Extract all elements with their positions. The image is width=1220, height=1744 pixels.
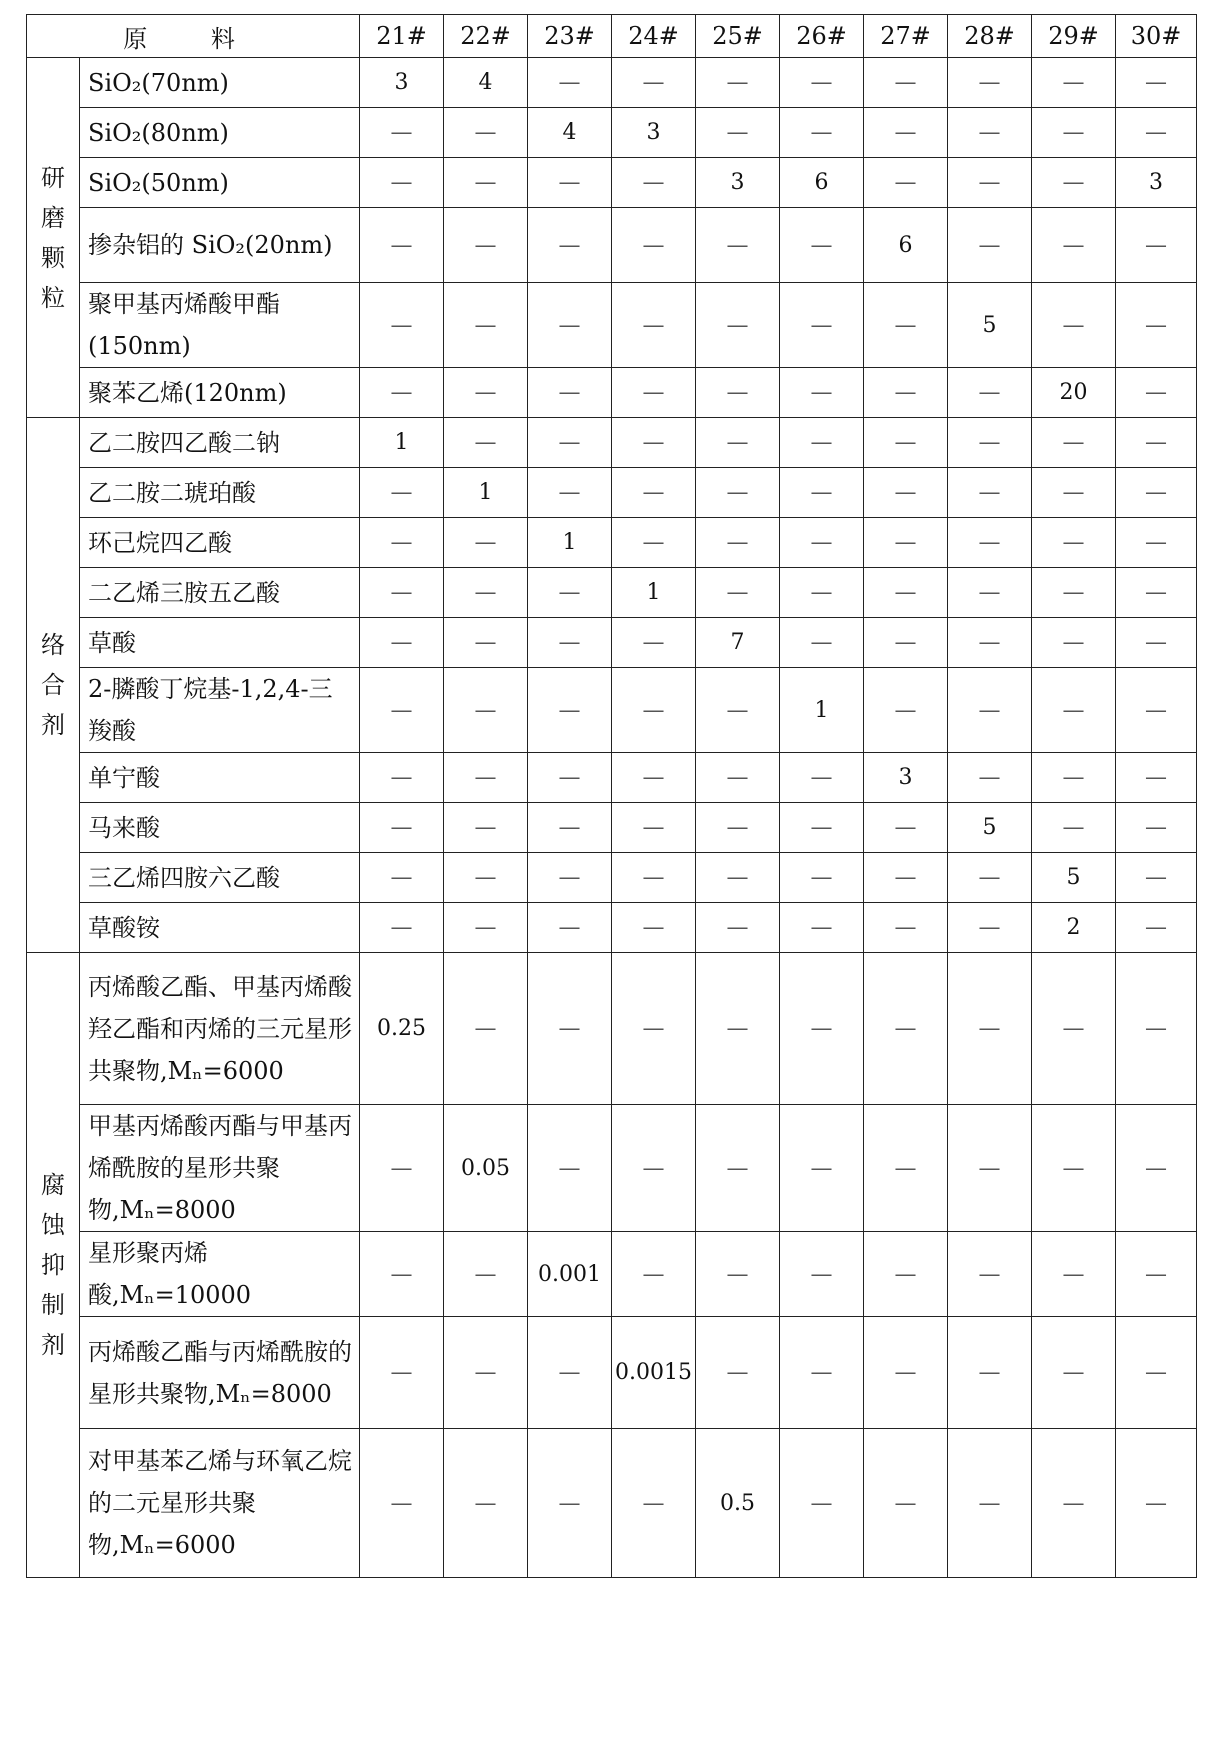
value-cell: — (360, 568, 444, 618)
value-cell: — (528, 1105, 612, 1232)
value-cell: — (1116, 283, 1197, 368)
value-cell: — (864, 668, 948, 753)
table-row (27, 903, 1197, 953)
value-cell: 0.0015 (612, 1317, 696, 1429)
table-row (27, 468, 1197, 518)
value-cell: — (612, 418, 696, 468)
table-row (27, 803, 1197, 853)
value-cell: — (780, 903, 864, 953)
value-cell: — (696, 1232, 780, 1317)
value-cell: — (780, 1317, 864, 1429)
table-row (27, 618, 1197, 668)
value-cell: — (864, 953, 948, 1105)
value-cell: — (1116, 108, 1197, 158)
value-cell: — (360, 1429, 444, 1578)
value-cell: — (948, 1232, 1032, 1317)
value-cell: — (1116, 1317, 1197, 1429)
value-cell: — (780, 1105, 864, 1232)
value-cell: — (696, 58, 780, 108)
table-row (27, 368, 1197, 418)
value-cell: — (864, 368, 948, 418)
value-cell: — (612, 668, 696, 753)
value-cell: — (1032, 468, 1116, 518)
value-cell: — (780, 803, 864, 853)
value-cell: — (612, 368, 696, 418)
value-cell: — (360, 618, 444, 668)
value-cell: 5 (948, 803, 1032, 853)
value-cell: — (864, 58, 948, 108)
table-row (27, 518, 1197, 568)
material-name: 丙烯酸乙酯与丙烯酰胺的星形共聚物,Mₙ=8000 (80, 1317, 360, 1429)
value-cell: — (864, 1429, 948, 1578)
value-cell: — (360, 668, 444, 753)
value-cell: — (864, 803, 948, 853)
value-cell: — (864, 418, 948, 468)
value-cell: — (864, 618, 948, 668)
table-row (27, 668, 1197, 753)
value-cell: — (1032, 1429, 1116, 1578)
value-cell: — (360, 108, 444, 158)
table-row (27, 1429, 1197, 1578)
value-cell: 5 (1032, 853, 1116, 903)
value-cell: — (864, 158, 948, 208)
value-cell: — (948, 208, 1032, 283)
value-cell: 6 (780, 158, 864, 208)
value-cell: — (696, 1317, 780, 1429)
value-cell: 6 (864, 208, 948, 283)
value-cell: — (612, 803, 696, 853)
value-cell: — (612, 518, 696, 568)
value-cell: 3 (1116, 158, 1197, 208)
value-cell: — (780, 1232, 864, 1317)
value-cell: — (864, 853, 948, 903)
value-cell: — (696, 668, 780, 753)
value-cell: — (948, 853, 1032, 903)
value-cell: — (528, 953, 612, 1105)
value-cell: — (612, 1429, 696, 1578)
value-cell: — (1032, 208, 1116, 283)
value-cell: — (780, 518, 864, 568)
table-row (27, 1232, 1197, 1317)
table-row (27, 108, 1197, 158)
value-cell: — (444, 283, 528, 368)
material-name: 聚甲基丙烯酸甲酯(150nm) (80, 283, 360, 368)
value-cell: — (948, 953, 1032, 1105)
value-cell: — (360, 903, 444, 953)
value-cell: 3 (696, 158, 780, 208)
value-cell: — (360, 368, 444, 418)
value-cell: — (444, 618, 528, 668)
value-cell: 4 (444, 58, 528, 108)
header-sample-7: 27# (864, 15, 948, 58)
value-cell: — (1032, 1317, 1116, 1429)
value-cell: — (864, 903, 948, 953)
value-cell: — (360, 853, 444, 903)
value-cell: — (696, 108, 780, 158)
material-name: 草酸铵 (80, 903, 360, 953)
header-sample-1: 21# (360, 15, 444, 58)
value-cell: — (1116, 753, 1197, 803)
value-cell: — (444, 903, 528, 953)
value-cell: — (1032, 108, 1116, 158)
value-cell: — (696, 418, 780, 468)
value-cell: — (1116, 518, 1197, 568)
value-cell: 3 (360, 58, 444, 108)
value-cell: — (780, 468, 864, 518)
value-cell: — (948, 618, 1032, 668)
material-name: SiO₂(80nm) (80, 108, 360, 158)
value-cell: 1 (528, 518, 612, 568)
group-label-inhibitor: 腐 蚀 抑 制 剂 (27, 953, 80, 1578)
material-name: 甲基丙烯酸丙酯与甲基丙烯酰胺的星形共聚物,Mₙ=8000 (80, 1105, 360, 1232)
value-cell: — (360, 1105, 444, 1232)
value-cell: — (612, 208, 696, 283)
value-cell: 3 (864, 753, 948, 803)
value-cell: — (1116, 668, 1197, 753)
value-cell: 0.001 (528, 1232, 612, 1317)
value-cell: — (1116, 1105, 1197, 1232)
value-cell: — (444, 1232, 528, 1317)
value-cell: — (1116, 568, 1197, 618)
value-cell: — (444, 753, 528, 803)
value-cell: — (696, 1105, 780, 1232)
value-cell: — (696, 953, 780, 1105)
value-cell: — (1032, 803, 1116, 853)
value-cell: 1 (612, 568, 696, 618)
value-cell: — (1032, 1232, 1116, 1317)
value-cell: — (360, 753, 444, 803)
value-cell: — (1032, 58, 1116, 108)
value-cell: — (612, 853, 696, 903)
value-cell: — (612, 903, 696, 953)
value-cell: 0.5 (696, 1429, 780, 1578)
material-name: 乙二胺四乙酸二钠 (80, 418, 360, 468)
value-cell: 3 (612, 108, 696, 158)
value-cell: — (1032, 753, 1116, 803)
value-cell: — (864, 568, 948, 618)
value-cell: — (1032, 668, 1116, 753)
value-cell: — (864, 518, 948, 568)
value-cell: — (528, 853, 612, 903)
table-row (27, 418, 1197, 468)
material-name: 单宁酸 (80, 753, 360, 803)
value-cell: — (696, 518, 780, 568)
material-name: 马来酸 (80, 803, 360, 853)
material-name: 三乙烯四胺六乙酸 (80, 853, 360, 903)
value-cell: — (948, 1105, 1032, 1232)
value-cell: 1 (444, 468, 528, 518)
value-cell: — (696, 283, 780, 368)
value-cell: — (864, 108, 948, 158)
value-cell: — (360, 518, 444, 568)
value-cell: — (612, 58, 696, 108)
value-cell: — (948, 568, 1032, 618)
value-cell: — (612, 618, 696, 668)
table-row (27, 208, 1197, 283)
value-cell: — (948, 753, 1032, 803)
value-cell: — (948, 903, 1032, 953)
value-cell: 5 (948, 283, 1032, 368)
header-sample-6: 26# (780, 15, 864, 58)
value-cell: — (1032, 418, 1116, 468)
value-cell: — (780, 283, 864, 368)
value-cell: — (1116, 1232, 1197, 1317)
value-cell: — (780, 568, 864, 618)
value-cell: — (528, 668, 612, 753)
formulation-table (26, 14, 1197, 1578)
value-cell: — (444, 208, 528, 283)
value-cell: — (528, 283, 612, 368)
table-row (27, 58, 1197, 108)
value-cell: — (780, 853, 864, 903)
value-cell: 7 (696, 618, 780, 668)
value-cell: 0.25 (360, 953, 444, 1105)
material-name: 对甲基苯乙烯与环氧乙烷的二元星形共聚物,Mₙ=6000 (80, 1429, 360, 1578)
value-cell: — (444, 853, 528, 903)
value-cell: — (444, 518, 528, 568)
value-cell: — (780, 418, 864, 468)
value-cell: — (780, 368, 864, 418)
table-row (27, 283, 1197, 368)
value-cell: — (360, 1317, 444, 1429)
value-cell: — (864, 283, 948, 368)
value-cell: — (1116, 368, 1197, 418)
value-cell: — (696, 753, 780, 803)
material-name: 掺杂铝的 SiO₂(20nm) (80, 208, 360, 283)
material-name: 丙烯酸乙酯、甲基丙烯酸羟乙酯和丙烯的三元星形共聚物,Mₙ=6000 (80, 953, 360, 1105)
value-cell: — (612, 1105, 696, 1232)
value-cell: — (864, 1317, 948, 1429)
value-cell: — (1032, 518, 1116, 568)
value-cell: — (444, 1317, 528, 1429)
value-cell: — (696, 368, 780, 418)
material-name: 二乙烯三胺五乙酸 (80, 568, 360, 618)
value-cell: — (948, 518, 1032, 568)
material-name: 环己烷四乙酸 (80, 518, 360, 568)
value-cell: — (528, 368, 612, 418)
value-cell: 0.05 (444, 1105, 528, 1232)
value-cell: — (528, 1317, 612, 1429)
value-cell: — (1116, 903, 1197, 953)
material-name: 2-膦酸丁烷基-1,2,4-三羧酸 (80, 668, 360, 753)
value-cell: — (780, 58, 864, 108)
value-cell: — (1032, 953, 1116, 1105)
value-cell: — (528, 568, 612, 618)
value-cell: — (780, 208, 864, 283)
group-label-abrasive: 研 磨 颗 粒 (27, 58, 80, 418)
value-cell: — (1116, 418, 1197, 468)
value-cell: — (948, 1317, 1032, 1429)
value-cell: — (612, 1232, 696, 1317)
value-cell: — (696, 468, 780, 518)
material-name: SiO₂(70nm) (80, 58, 360, 108)
value-cell: — (864, 1232, 948, 1317)
value-cell: — (444, 418, 528, 468)
material-name: 聚苯乙烯(120nm) (80, 368, 360, 418)
table-row (27, 158, 1197, 208)
value-cell: — (1032, 568, 1116, 618)
value-cell: — (444, 803, 528, 853)
value-cell: — (528, 58, 612, 108)
value-cell: — (528, 418, 612, 468)
value-cell: — (528, 803, 612, 853)
header-sample-2: 22# (444, 15, 528, 58)
header-sample-4: 24# (612, 15, 696, 58)
value-cell: — (444, 158, 528, 208)
value-cell: — (612, 753, 696, 803)
header-sample-3: 23# (528, 15, 612, 58)
value-cell: — (780, 618, 864, 668)
table-row (27, 1105, 1197, 1232)
value-cell: 1 (780, 668, 864, 753)
value-cell: — (948, 368, 1032, 418)
value-cell: 20 (1032, 368, 1116, 418)
value-cell: — (948, 58, 1032, 108)
table-body (27, 58, 1197, 1578)
value-cell: — (612, 158, 696, 208)
value-cell: — (528, 468, 612, 518)
value-cell: — (1116, 803, 1197, 853)
value-cell: — (696, 568, 780, 618)
value-cell: — (1116, 58, 1197, 108)
value-cell: — (528, 753, 612, 803)
value-cell: — (948, 668, 1032, 753)
value-cell: — (1032, 158, 1116, 208)
value-cell: 2 (1032, 903, 1116, 953)
group-label-chelator: 络 合 剂 (27, 418, 80, 953)
table-row (27, 1317, 1197, 1429)
value-cell: — (864, 1105, 948, 1232)
table-row (27, 568, 1197, 618)
value-cell: — (948, 468, 1032, 518)
value-cell: — (360, 1232, 444, 1317)
value-cell: — (1116, 468, 1197, 518)
value-cell: — (1116, 618, 1197, 668)
value-cell: — (528, 158, 612, 208)
value-cell: — (864, 468, 948, 518)
material-name: 星形聚丙烯酸,Mₙ=10000 (80, 1232, 360, 1317)
value-cell: 1 (360, 418, 444, 468)
value-cell: — (444, 568, 528, 618)
value-cell: — (696, 903, 780, 953)
value-cell: — (528, 208, 612, 283)
header-material: 原 料 (27, 15, 360, 58)
value-cell: — (696, 853, 780, 903)
value-cell: — (1116, 1429, 1197, 1578)
value-cell: — (1116, 208, 1197, 283)
value-cell: — (612, 953, 696, 1105)
value-cell: — (528, 903, 612, 953)
value-cell: 4 (528, 108, 612, 158)
value-cell: — (1116, 953, 1197, 1105)
value-cell: — (444, 668, 528, 753)
value-cell: — (612, 468, 696, 518)
material-name: SiO₂(50nm) (80, 158, 360, 208)
value-cell: — (780, 1429, 864, 1578)
value-cell: — (696, 803, 780, 853)
header-row (27, 15, 1197, 58)
value-cell: — (444, 108, 528, 158)
header-sample-10: 30# (1116, 15, 1197, 58)
value-cell: — (948, 108, 1032, 158)
value-cell: — (528, 1429, 612, 1578)
value-cell: — (444, 1429, 528, 1578)
value-cell: — (360, 208, 444, 283)
value-cell: — (444, 953, 528, 1105)
header-sample-9: 29# (1032, 15, 1116, 58)
material-name: 乙二胺二琥珀酸 (80, 468, 360, 518)
value-cell: — (1116, 853, 1197, 903)
value-cell: — (360, 158, 444, 208)
value-cell: — (528, 618, 612, 668)
value-cell: — (948, 418, 1032, 468)
value-cell: — (444, 368, 528, 418)
table-row (27, 753, 1197, 803)
value-cell: — (360, 283, 444, 368)
header-sample-8: 28# (948, 15, 1032, 58)
value-cell: — (780, 753, 864, 803)
table-row (27, 953, 1197, 1105)
value-cell: — (696, 208, 780, 283)
value-cell: — (612, 283, 696, 368)
material-name: 草酸 (80, 618, 360, 668)
value-cell: — (780, 953, 864, 1105)
value-cell: — (1032, 618, 1116, 668)
header-sample-5: 25# (696, 15, 780, 58)
value-cell: — (1032, 1105, 1116, 1232)
value-cell: — (1032, 283, 1116, 368)
value-cell: — (360, 803, 444, 853)
value-cell: — (780, 108, 864, 158)
value-cell: — (360, 468, 444, 518)
value-cell: — (948, 158, 1032, 208)
value-cell: — (948, 1429, 1032, 1578)
table-row (27, 853, 1197, 903)
